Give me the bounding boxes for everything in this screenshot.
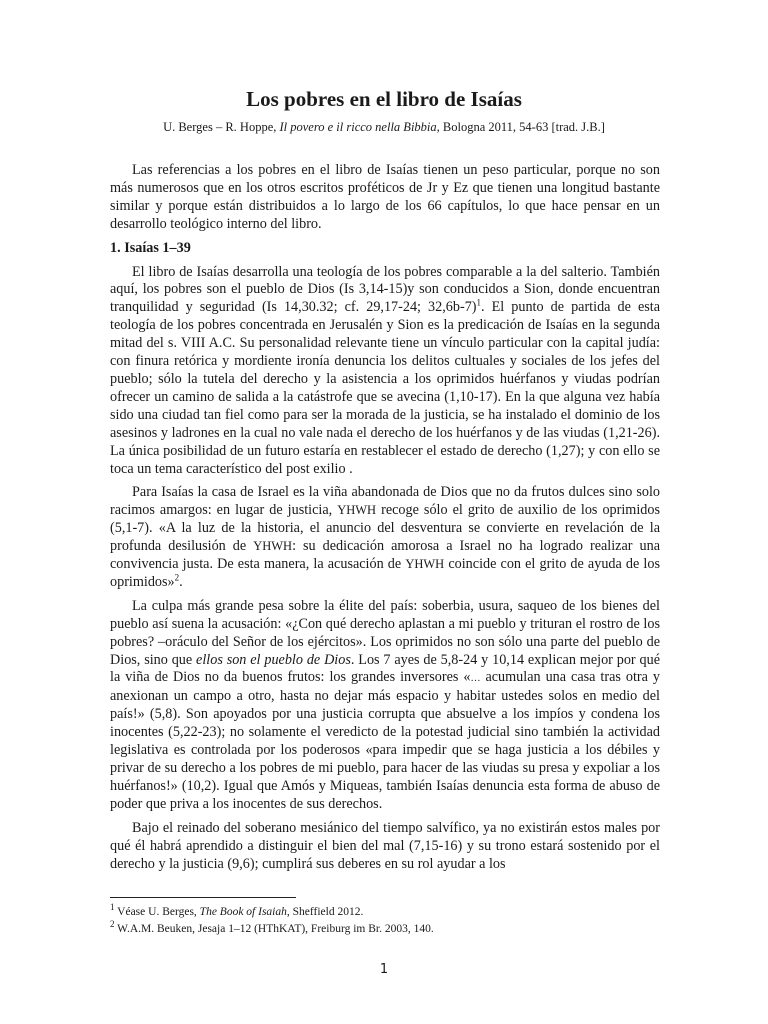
paragraph-3 [110,598,660,814]
paragraph-1-text-a: El libro de Isaías desarrolla una teología de los pobres comparable a la del salterio. También aquí, los pobres son el pueblo de Dios (Is 3,14-15)y son conducidos a Sion, donde encuentran tranquilidad y seguridad (Is 14,30.32; cf. 29,17-24; 32,6b-7) [110,263,660,316]
section-heading: 1. Isaías 1–39 [110,239,191,256]
byline-book-title: Il povero e il ricco nella Bibbia [279,120,437,134]
footnote-number: 2 [110,919,115,930]
paragraph-2-text-e: . [179,573,183,590]
footnote-2 [110,921,660,938]
ellipsis: … [470,673,481,685]
yhwh-name: YHWH [253,539,293,554]
footnotes [110,904,660,938]
paragraph-2-text-c: : su dedicación amorosa a Israel no ha logrado realizar una convivencia justa. De esta manera, la acusación de [110,538,660,573]
paragraph-1 [110,264,660,479]
paragraph-2-text-d: coincide con el grito de ayuda de los oprimidos» [110,556,660,590]
footnote-1-text-b: , Sheffield 2012. [286,906,364,918]
page-number: 1 [379,962,389,977]
paragraph-3-emphasis: ellos son el pueblo de Dios [196,651,351,668]
footnote-ref-2[interactable]: 2 [174,572,180,583]
byline [100,118,668,136]
paragraph-3-text-c: acumulan una casa tras otra y anexionan un campo a otro, hasta no dejar más espacio y habitar ustedes solos en medio del país!» (5,8). Son apoyados por una justicia corrupta que absuelve a los impíos y condena los inocentes (5,22-23); no solamente el veredicto de la potestad judicial sino también la actividad legislativa es controlada por los poderosos «para impedir que se haga justicia a los débiles y privar de su derecho a los pobres de mi pueblo, para hacer de las viudas su presa y expoliar a los huérfanos!» (10,2). Igual que Amós y Miqueas, también Isaías denuncia esta forma de abuso de poder que priva a los inocentes de sus derechos. [110,669,660,812]
intro-paragraph: Las referencias a los pobres en el libro de Isaías tienen un peso particular, porque no son más numerosos que en los otros escritos proféticos de Jr y Ez que tienen una longitud bastante similar y porque están distribuidos a lo largo de los 66 capítulos, lo que hace pensar en un desarrollo teológico interno del libro. [110,162,660,232]
footnote-1-book-title: The Book of Isaiah [199,906,287,918]
paragraph-2 [110,484,660,591]
paragraph-4: Bajo el reinado del soberano mesiánico del tiempo salvífico, ya no existirán estos males por qué él habrá aprendido a distinguir el bien del mal (7,15-16) y su trono estará sostenido por el derecho y la justicia (9,6); cumplirá sus deberes en su rol ayudar a los [110,819,660,872]
paragraph-2-text-a: Para Isaías la casa de Israel es la viña abandonada de Dios que no da frutos dulces sino solo racimos amargos: en lugar de justicia, [110,484,660,519]
footnote-1-text-a: Véase U. Berges, [114,906,200,918]
footnote-separator [110,897,296,898]
byline-details: , Bologna 2011, 54-63 [trad. J.B.] [436,120,605,134]
yhwh-name: YHWH [405,557,445,572]
byline-authors: U. Berges – R. Hoppe, [163,120,280,134]
paragraph-1-text-b: . El punto de partida de esta teología de los pobres concentrada en Jerusalén y Sion es la predicación de Isaías en la segunda mitad del s. VIII A.C. Su personalidad relevante tiene un vínculo particular con la capital judía: con finura retórica y mordiente ironía denuncia los delitos cultuales y sociales de los jefes del pueblo; sólo la tutela del derecho y la asistencia a los oprimidos huérfanos y viudas podrían ofrecer un camino de salida a la catástrofe que se avecina (1,10-17). En la que alguna vez había sido una ciudad tan fiel como para ser la morada de la justicia, se ha instalado el dominio de los asesinos y ladrones en la cual no vale nada el derecho de los huérfanos y de las viudas (1,21-26). La única posibilidad de un futuro estaría en restablecer el estado de derecho (1,27); y con ello se toca un tema característico del post exilio . [110,299,660,477]
paragraph-3-text-b: . Los 7 ayes de 5,8-24 y 10,14 explican mejor por qué la viña de Dios no da buenos frutos: los grandes inversores « [110,651,660,686]
document-title: Los pobres en el libro de Isaías [246,87,522,111]
footnote-1 [110,904,660,921]
footnote-2-text: W.A.M. Beuken, Jesaja 1–12 (HThKAT), Freiburg im Br. 2003, 140. [114,923,434,935]
document-body [110,162,660,879]
footnote-number: 1 [110,902,115,913]
paragraph-3-text-a: La culpa más grande pesa sobre la élite del país: soberbia, usura, saqueo de los bienes del pueblo así suena la acusación: «¿Con qué derecho aplastan a mi pueblo y trituran el rostro de los pobres? –oráculo del Señor de los ejércitos». Los oprimidos no son sólo una parte del pueblo de Dios, sino que [110,597,660,668]
paragraph-2-text-b: recoge sólo el grito de auxilio de los oprimidos (5,1-7). «A la luz de la historia, el anuncio del desventura se convierte en revelación de la profunda desilusión de [110,502,660,555]
footnote-ref-1[interactable]: 1 [476,297,482,308]
yhwh-name: YHWH [337,503,377,518]
